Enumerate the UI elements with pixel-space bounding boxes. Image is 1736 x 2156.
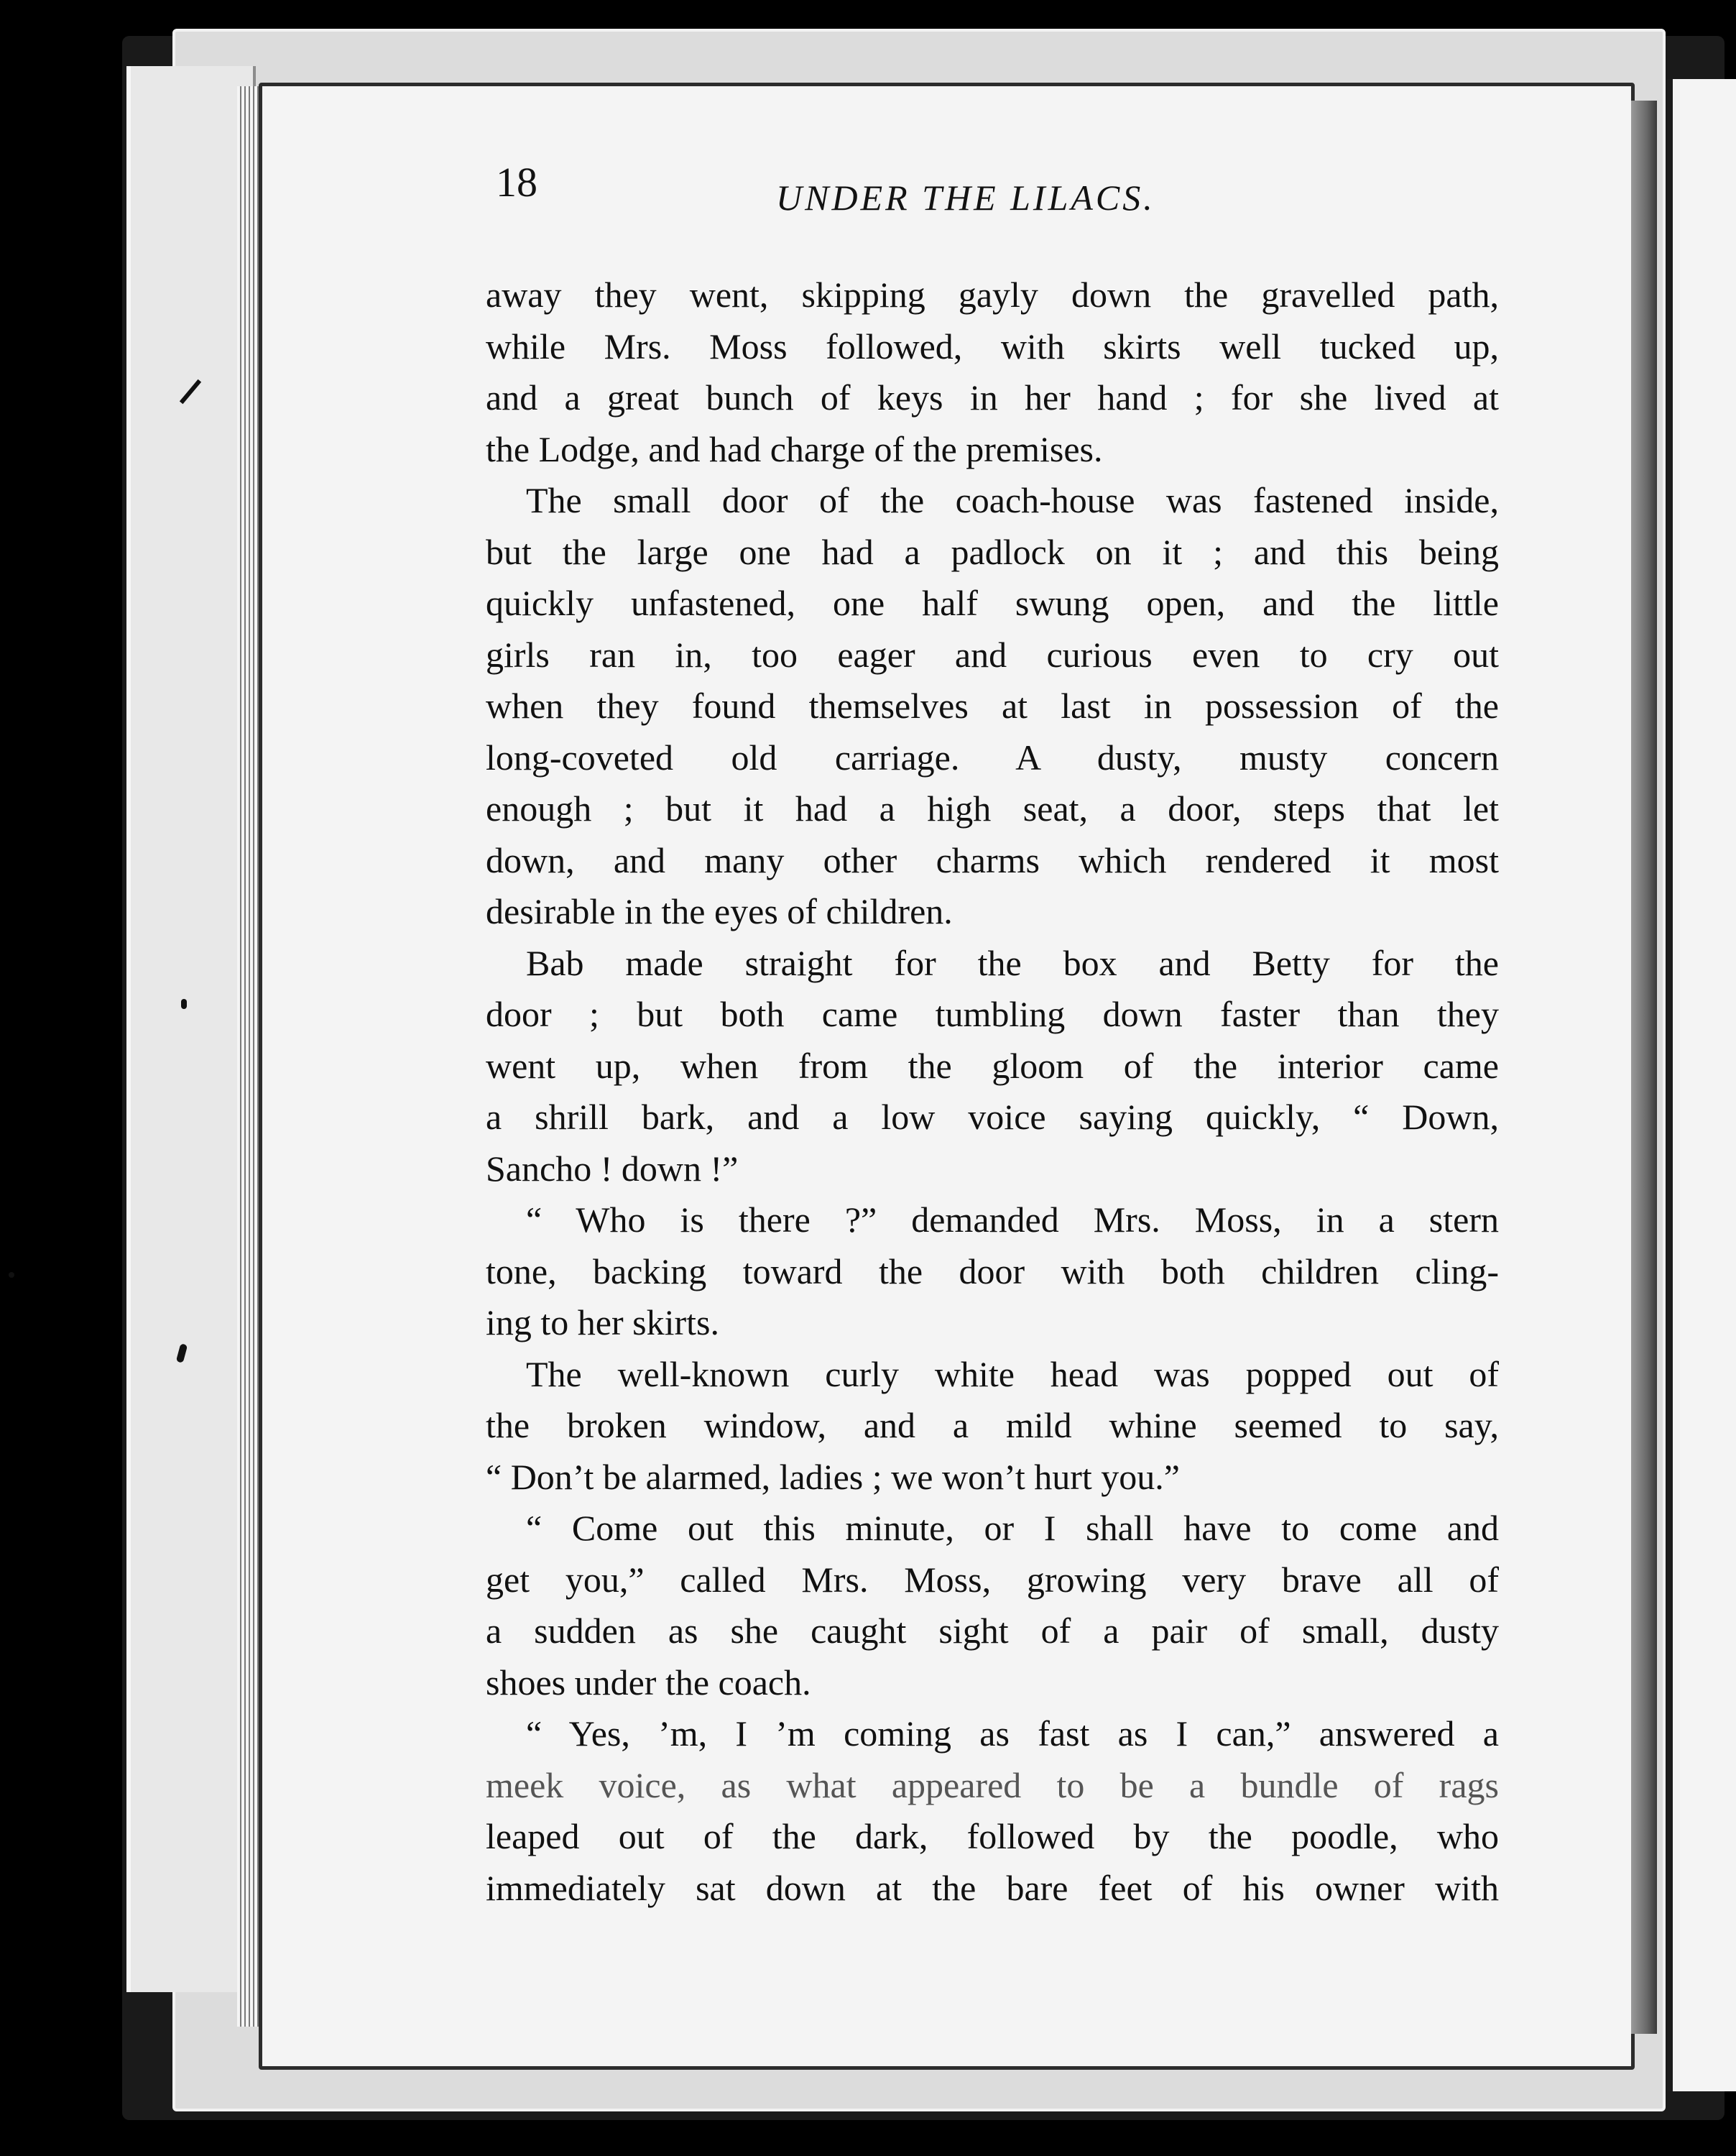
text-line: went up, when from the gloom of the interior came	[486, 1045, 1499, 1086]
text-line: The well-known curly white head was popped out of	[526, 1353, 1499, 1394]
text-line: away they went, skipping gayly down the gravelled path,	[486, 275, 1499, 315]
text-line: desirable in the eyes of children.	[486, 891, 953, 931]
text-line: girls ran in, too eager and curious even to cry out	[486, 634, 1499, 675]
page-number: 18	[496, 159, 537, 206]
text-line: down, and many other charms which rendered it most	[486, 839, 1499, 880]
page-gutter-shadow	[1631, 101, 1657, 2034]
text-line: immediately sat down at the bare feet of his owner with	[486, 1867, 1499, 1908]
text-line: meek voice, as what appeared to be a bundle of rags	[486, 1764, 1499, 1805]
text-line: leaped out of the dark, followed by the poodle, who	[486, 1816, 1499, 1856]
text-line: and a great bunch of keys in her hand ; for she lived at	[486, 377, 1499, 418]
text-line: “ Don’t be alarmed, ladies ; we won’t hurt you.”	[486, 1456, 1180, 1497]
text-line: when they found themselves at last in possession of the	[486, 686, 1499, 726]
text-line: “ Yes, ’m, I ’m coming as fast as I can,” answered a	[526, 1713, 1499, 1754]
text-line: while Mrs. Moss followed, with skirts well tucked up,	[486, 326, 1499, 367]
margin-mark	[181, 999, 187, 1009]
text-line: quickly unfastened, one half swung open, and the little	[486, 583, 1499, 623]
text-line: ing to her skirts.	[486, 1302, 719, 1342]
text-line: “ Who is there ?” demanded Mrs. Moss, in a stern	[526, 1199, 1499, 1240]
text-line: The small door of the coach-house was fastened inside,	[526, 480, 1499, 520]
text-line: tone, backing toward the door with both children cling-	[486, 1250, 1499, 1291]
text-line: enough ; but it had a high seat, a door, steps that let	[486, 788, 1499, 829]
text-line: “ Come out this minute, or I shall have to come and	[526, 1508, 1499, 1548]
text-line: Bab made straight for the box and Betty for the	[526, 942, 1499, 983]
text-line: get you,” called Mrs. Moss, growing very brave all of	[486, 1559, 1499, 1600]
text-line: Sancho ! down !”	[486, 1148, 739, 1189]
text-line: a sudden as she caught sight of a pair of small, dusty	[486, 1611, 1499, 1651]
text-line: shoes under the coach.	[486, 1662, 811, 1703]
body-text	[486, 270, 1499, 1914]
running-head: UNDER THE LILACS.	[776, 178, 1155, 218]
text-line: but the large one had a padlock on it ; and this being	[486, 531, 1499, 572]
text-line: long-coveted old carriage. A dusty, musty concern	[486, 737, 1499, 778]
text-line: the Lodge, and had charge of the premises.	[486, 428, 1103, 469]
left-page-leaf	[126, 66, 256, 1992]
text-line: a shrill bark, and a low voice saying quickly, “ Down,	[486, 1097, 1499, 1137]
right-page-strip	[1667, 79, 1736, 2091]
text-line: the broken window, and a mild whine seemed to say,	[486, 1405, 1499, 1445]
margin-mark	[9, 1272, 14, 1278]
text-line: door ; but both came tumbling down faster than they	[486, 994, 1499, 1034]
